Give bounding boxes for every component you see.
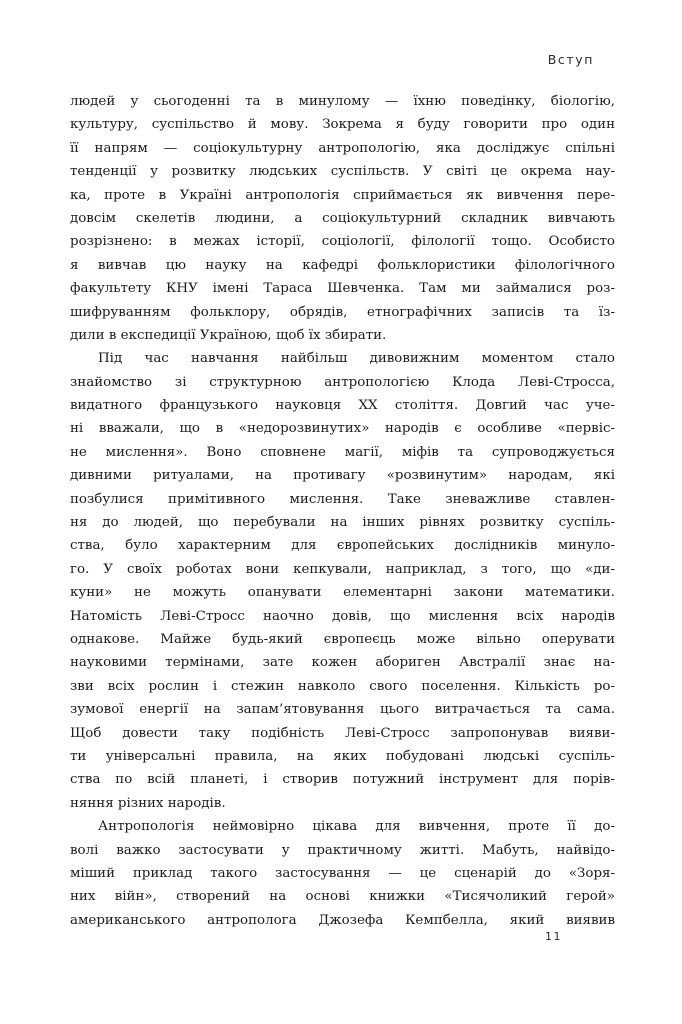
text-line: тенденції у розвитку людських суспільств. У світі це окрема нау- <box>70 164 615 180</box>
text-line: ня до людей, що перебували на інших рівнях розвитку суспіль- <box>70 515 615 531</box>
text-line: зумової енергії на запам’ятовування цього витрачається та сама. <box>70 702 615 718</box>
text-line: розрізнено: в межах історії, соціології, філології тощо. Особисто <box>70 234 615 250</box>
text-line: Антропологія неймовірно цікава для вивчення, проте її до- <box>98 819 615 835</box>
body-text <box>70 90 615 932</box>
running-head: Вступ <box>547 52 594 67</box>
text-line: культуру, суспільство й мову. Зокрема я буду говорити про один <box>70 117 615 133</box>
text-line: однакове. Майже будь-який європеєць може вільно оперувати <box>70 631 615 647</box>
text-line: я вивчав цю науку на кафедрі фольклористики філологічного <box>70 257 615 273</box>
text-line: ні вважали, що в «недорозвинутих» народів є особливе «первіс- <box>70 421 615 437</box>
paragraph-3 <box>70 815 615 932</box>
text-line: знайомство зі структурною антропологією Клода Леві-Стросса, <box>70 374 615 390</box>
text-line: Під час навчання найбільш дивовижним моментом стало <box>98 351 615 367</box>
text-line: людей у сьогоденні та в минулому — їхню поведінку, біологію, <box>70 94 615 109</box>
text-line: науковими термінами, зате кожен абориген Австралії знає на- <box>70 655 615 671</box>
text-line: міший приклад такого застосування — це сценарій до «Зоря- <box>70 865 615 881</box>
text-line: видатного французького науковця XX століття. Довгий час уче- <box>70 398 615 414</box>
text-line: куни» не можуть опанувати елементарні закони математики. <box>70 585 615 601</box>
text-line: няння різних народів. <box>70 795 226 811</box>
text-line: позбулися примітивного мислення. Таке зневажливе ставлен- <box>70 491 615 507</box>
text-line: Натомість Леві-Стросс наочно довів, що мислення всіх народів <box>70 608 615 624</box>
text-line: них війн», створений на основі книжки «Тисячоликий герой» <box>70 889 615 905</box>
text-line: не мислення». Воно сповнене магії, міфів та супроводжується <box>70 444 615 460</box>
text-line: шифруванням фольклору, обрядів, етнографічних записів та їз- <box>70 304 615 320</box>
page-number: 11 <box>545 930 562 943</box>
text-line: дивними ритуалами, на противагу «розвинутим» народам, які <box>70 468 615 484</box>
text-line: Щоб довести таку подібність Леві-Стросс запропонував вияви- <box>70 725 615 741</box>
text-line: ка, проте в Україні антропологія сприймається як вивчення пере- <box>70 187 615 203</box>
text-line: го. У своїх роботах вони кепкували, наприклад, з того, що «ди- <box>70 561 615 577</box>
text-line: її напрям — соціокультурну антропологію, яка досліджує спільні <box>70 140 615 156</box>
text-line: волі важко застосувати у практичному житті. Мабуть, найвідо- <box>70 842 615 858</box>
text-line: ства, було характерним для європейських дослідників минуло- <box>70 538 615 554</box>
text-line: американського антрополога Джозефа Кемпбелла, який виявив <box>70 912 615 928</box>
paragraph-1 <box>70 90 615 347</box>
paragraph-2 <box>70 347 615 815</box>
text-line: факультету КНУ імені Тараса Шевченка. Там ми займалися роз- <box>70 281 615 297</box>
text-line: зви всіх рослин і стежин навколо свого поселення. Кількість ро- <box>70 678 615 694</box>
text-line: ства по всій планеті, і створив потужний інструмент для порів- <box>70 772 615 788</box>
text-line: дили в експедиції Україною, щоб їх збирати. <box>70 327 387 343</box>
text-line: довсім скелетів людини, а соціокультурний складник вивчають <box>70 210 615 226</box>
text-line: ти універсальні правила, на яких побудовані людські суспіль- <box>70 748 615 764</box>
